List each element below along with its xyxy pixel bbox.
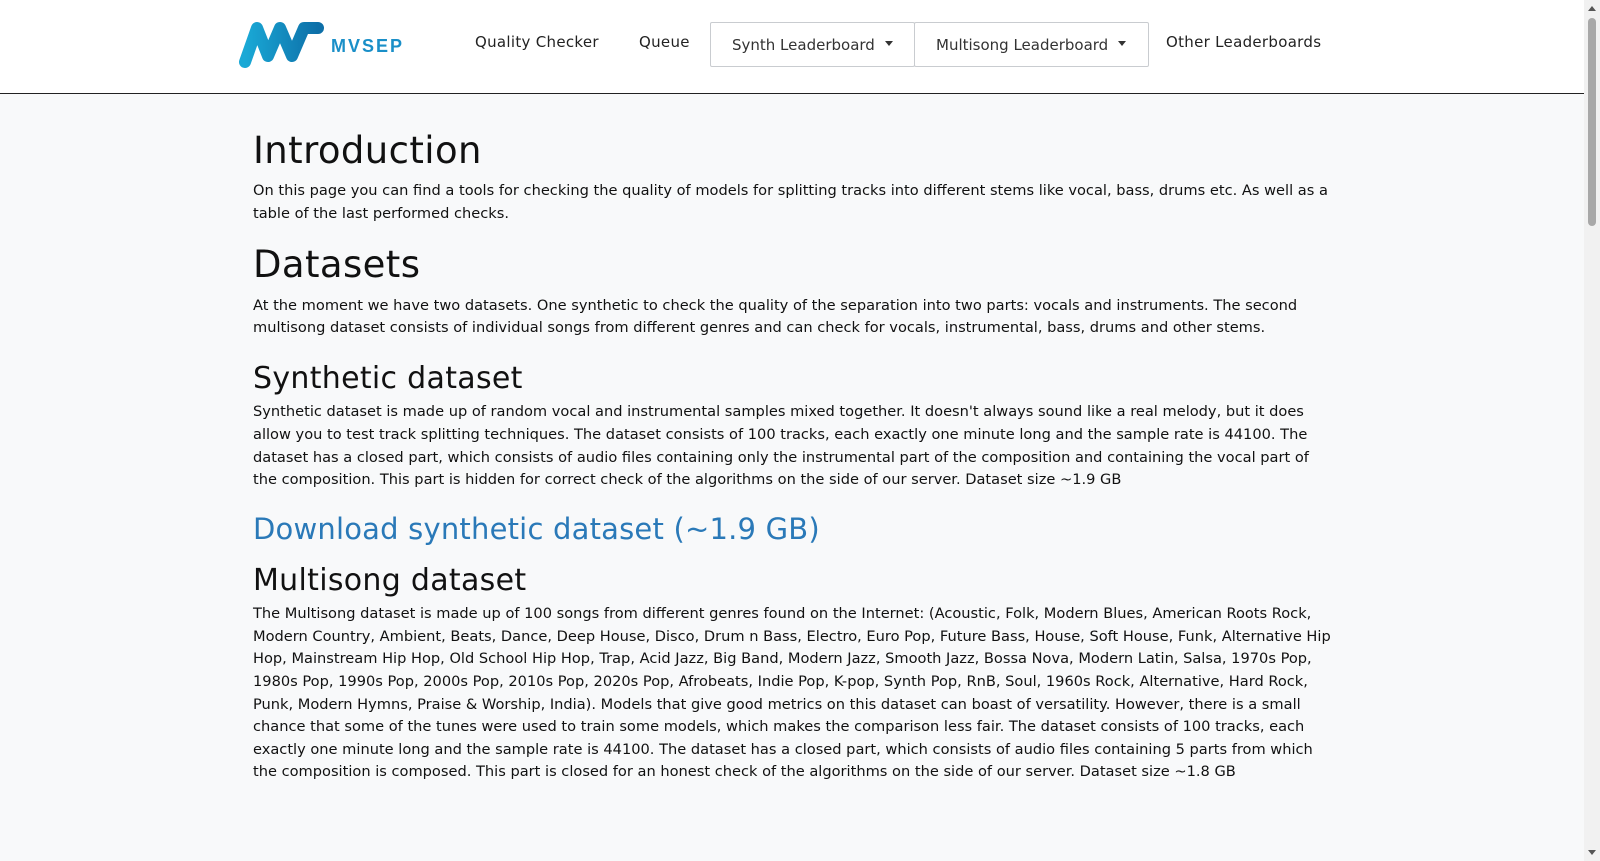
scroll-up-arrow-icon[interactable] [1588, 6, 1596, 11]
multisong-leaderboard-dropdown[interactable] [914, 22, 1149, 67]
caret-down-icon [885, 41, 893, 46]
nav-queue[interactable]: Queue [639, 33, 690, 51]
synth-leaderboard-dropdown[interactable] [710, 22, 915, 67]
multisong-dataset-heading: Multisong dataset [253, 562, 527, 598]
vertical-scrollbar[interactable] [1584, 0, 1600, 861]
datasets-text: At the moment we have two datasets. One synthetic to check the quality of the separation into two parts: vocals and instruments. The second multisong dataset consists of individual songs from different genres and can check for vocals, instrumental, bass, drums and other stems. [253, 296, 1298, 337]
synth-leaderboard-label: Synth Leaderboard [732, 35, 875, 54]
mvsep-logo[interactable] [238, 20, 408, 70]
scrollbar-thumb[interactable] [1588, 18, 1596, 226]
synthetic-dataset-heading: Synthetic dataset [253, 360, 523, 396]
main-content [253, 128, 1333, 784]
introduction-heading: Introduction [253, 129, 482, 172]
multisong-dataset-text: The Multisong dataset is made up of 100 songs from different genres found on the Internet: (Acoustic, Folk, Modern Blues, American Roots Rock, Modern Country, Ambient, Beats, Dance, Deep House, Disco, Drum n Bass, Electro, Euro Pop, Future Bass, House, Soft House, Funk, Alternative Hip Hop, Mainstream Hip Hop, Old School Hip Hop, Trap, Acid Jazz, Big Band, Modern Jazz, Smooth Jazz, Bossa Nova, Modern Latin, Salsa, 1970s Pop, 1980s Pop, 1990s Pop, 2000s Pop, 2010s Pop, 2020s Pop, Afrobeats, Indie Pop, K-pop, Synth Pop, RnB, Soul, 1960s Rock, Alternative, Hard Rock, Punk, Modern Hymns, Praise & Worship, India). Models that give good metrics on this dataset can boast of versatility. However, there is a small chance that some of the tunes were used to train some models, which makes the comparison less fair. The dataset consists of 100 tracks, each exactly one minute long and the sample rate is 44100. The dataset has a closed part, which consists of audio files containing 5 parts from which the composition is composed. This part is closed for an honest check of the algorithms on the side of our server. Dataset size ~1.8 GB [253, 605, 1331, 781]
download-synthetic-dataset-link[interactable]: Download synthetic dataset (~1.9 GB) [253, 511, 820, 546]
multisong-leaderboard-label: Multisong Leaderboard [936, 35, 1109, 54]
caret-down-icon [1118, 41, 1126, 46]
synthetic-dataset-text: Synthetic dataset is made up of random vocal and instrumental samples mixed together. It doesn't always sound like a real melody, but it does allow you to test track splitting techniques. The dataset consists of 100 tracks, each exactly one minute long and the sample rate is 44100. The dataset has a closed part, which consists of audio files containing only the instrumental part of the composition and containing the vocal part of the composition. This part is hidden for correct check of the algorithms on the side of our server. Dataset size ~1.9 GB [253, 403, 1309, 489]
datasets-heading: Datasets [253, 243, 421, 287]
scroll-down-arrow-icon[interactable] [1588, 850, 1596, 855]
nav-quality-checker[interactable]: Quality Checker [475, 33, 599, 51]
nav-other-leaderboards[interactable]: Other Leaderboards [1166, 33, 1322, 51]
svg-text:MVSEP: MVSEP [331, 36, 405, 56]
introduction-text: On this page you can find a tools for checking the quality of models for splitting tracks into different stems like vocal, bass, drums etc. As well as a table of the last performed checks. [253, 182, 1328, 222]
top-navbar [0, 0, 1584, 94]
